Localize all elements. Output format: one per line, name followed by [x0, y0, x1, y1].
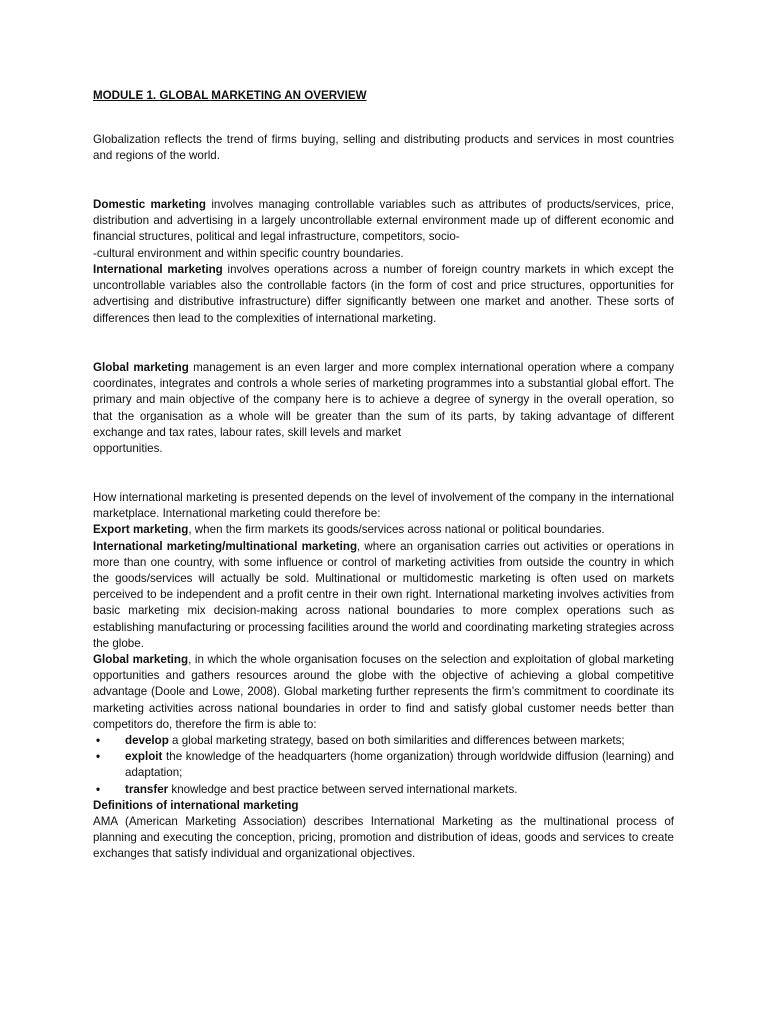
bullet-text: a global marketing strategy, based on both similarities and differences between markets;	[168, 734, 625, 748]
export-marketing-text: , when the firm markets its goods/services across national or political boundaries.	[188, 523, 605, 537]
globalization-paragraph: Globalization reflects the trend of firms buying, selling and distributing products and services in most countries and regions of the world.	[93, 133, 674, 163]
multinational-marketing-paragraph	[93, 539, 674, 652]
bullet-text: the knowledge of the headquarters (home organization) through worldwide diffusion (learning) and adaptation;	[125, 750, 674, 780]
list-item	[93, 733, 674, 749]
domestic-marketing-text: involves managing controllable variables such as attributes of products/services, price, distribution and advertising in a largely uncontrollable external environment made up of different economic and financial structures, political and legal infrastructure, competitors, socio-	[93, 198, 674, 244]
domestic-marketing-term: Domestic marketing	[93, 198, 206, 211]
document-title: MODULE 1. GLOBAL MARKETING AN OVERVIEW	[93, 89, 367, 102]
international-marketing-term: International marketing	[93, 263, 223, 276]
global-marketing-management-text: management is an even larger and more complex international operation where a company coordinates, integrates and controls a whole series of marketing programmes into a substantial global effort. The primary and main objective of the company here is to achieve a degree of synergy in the overall operation, so that the organisation as a whole will be greater than the sum of its parts, by taking advantage of different exchange and tax rates, labour rates, skill levels and market	[93, 361, 675, 439]
bullet-text: knowledge and best practice between served international markets.	[168, 782, 518, 796]
definitions-heading: Definitions of international marketing	[93, 798, 299, 812]
international-marketing-paragraph	[93, 262, 674, 327]
ama-definition-paragraph: AMA (American Marketing Association) describes International Marketing as the multinational process of planning and executing the conception, pricing, promotion and distribution of ideas, goods and services to create exchanges that satisfy individual and organizational objectives.	[93, 815, 674, 861]
multinational-marketing-text: , where an organisation carries out activities or operations in more than one country, with some influence or control of marketing activities from outside the country in which the goods/services will actually be sold. Multinational or multidomestic marketing is often used on markets perceived to be independent and a profit centre in their own right. International marketing involves activities from basic marketing mix decision-making across national boundaries to more complex operations such as establishing manufacturing or processing facilities around the world and coordinating marketing strategies across the globe.	[93, 539, 674, 650]
international-marketing-text: involves operations across a number of foreign country markets in which except the uncontrollable variables also the controllable factors (in the form of cost and price structures, opportunities for advertising and distributive infrastructure) differ significantly between one market and another. These sorts of differences then lead to the complexities of international marketing.	[93, 263, 674, 325]
involvement-section	[93, 490, 674, 863]
global-marketing-management-term: Global marketing	[93, 361, 189, 374]
bullet-lead: develop	[125, 734, 169, 748]
global-marketing-text: , in which the whole organisation focuses on the selection and exploitation of global marketing opportunities and gathers resources around the globe with the objective of achieving a global competitive advantage (Doole and Lowe, 2008). Global marketing further represents the firm’s commitment to coordinate its marketing activities across national boundaries in order to find and satisfy global customer needs better than competitors do, therefore the firm is able to:	[93, 653, 675, 731]
global-marketing-term: Global marketing	[93, 653, 189, 667]
bullet-lead: exploit	[125, 750, 163, 764]
capability-bullet-list	[93, 733, 674, 798]
global-marketing-management-continuation: opportunities.	[93, 442, 163, 456]
list-item	[93, 782, 674, 798]
global-marketing-management-paragraph	[93, 360, 674, 457]
global-marketing-paragraph	[93, 652, 674, 733]
bullet-icon: •	[95, 782, 101, 796]
domestic-marketing-continuation: -cultural environment and within specific country boundaries.	[93, 246, 404, 260]
bullet-lead: transfer	[125, 782, 169, 796]
bullet-icon: •	[95, 734, 101, 748]
list-item	[93, 749, 674, 781]
involvement-intro: How international marketing is presented depends on the level of involvement of the company in the international marketplace. International marketing could therefore be:	[93, 491, 674, 521]
export-marketing-paragraph	[93, 522, 674, 538]
export-marketing-term: Export marketing	[93, 523, 189, 537]
domestic-marketing-paragraph	[93, 197, 674, 262]
bullet-icon: •	[95, 750, 101, 764]
multinational-marketing-term: International marketing/multinational marketing	[93, 539, 358, 553]
